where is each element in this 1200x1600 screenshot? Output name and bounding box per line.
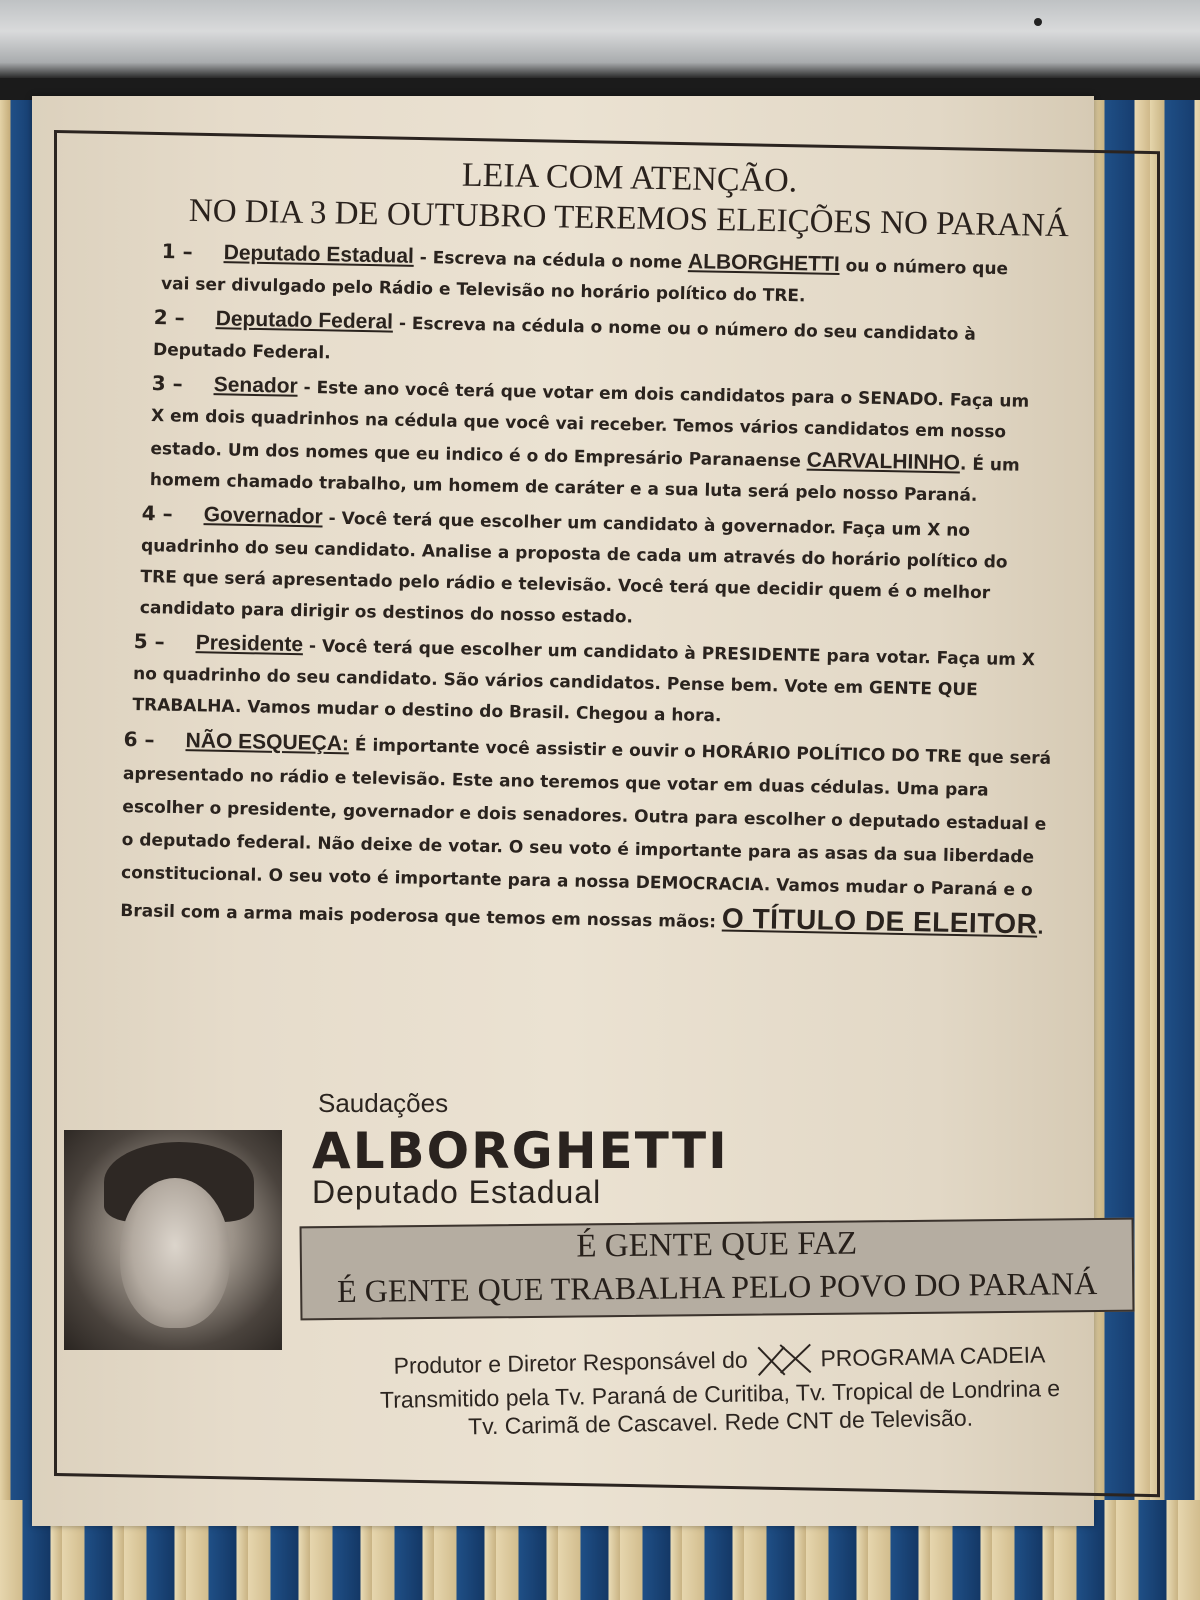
item-text: - Você terá que escolher um candidato à PRESIDENTE para votar. Faça um X no quadrinho do seu candidato. São vários candidatos. Pense bem. Vote em GENTE QUE TRABALHA. Vamos mudar o destino do Brasil. Chegou a hora. [132,636,1036,727]
voter-card-phrase: O TÍTULO DE ELEITOR [721,902,1038,940]
item-text: - Você terá que escolher um candidato à governador. Faça um X no quadrinho do seu candidato. Analise a proposta de cada um através do horário político do TRE que será apresentado pelo rádio e televisão. Você terá que decidir quem é o melhor candidato para dirigir os destinos do nosso estado. [139,508,1008,628]
item-text-end: . É um homem chamado trabalho, um homem de caráter e a sua luta será pelo nosso Paraná. [149,454,1020,506]
credits-program: PROGRAMA CADEIA [820,1341,1046,1372]
item-text: - Escreva na cédula o nome ou o número do seu candidato à Deputado Federal. [152,313,976,364]
item-number: 2 – [153,304,185,330]
list-item [140,498,1042,641]
item-keyword: Deputado Federal [215,307,394,334]
credits-producer: Produtor e Diretor Responsável do [393,1346,748,1379]
slogan-line-1: É GENTE QUE FAZ [576,1225,858,1265]
closing-greeting: Saudações [318,1088,449,1118]
credits-line-3: Tv. Carimã de Cascavel. Rede CNT de Televisão. [467,1404,974,1440]
item-text: - Este ano você terá que votar em dois candidatos para o SENADO. Faça um X em dois quadrinhos na cédula que você vai receber. Temos vários candidatos em nosso estado. Um dos nomes que eu indico é o do Empresário Paranaense [150,377,1030,472]
picture-frame-top [0,0,1200,78]
item-keyword: NÃO ESQUEÇA: [185,729,350,756]
candidate-name: ALBORGHETTI [687,250,840,277]
item-text-end: . [1037,918,1044,939]
item-keyword: Senador [213,373,298,398]
item-number: 4 – [141,500,173,526]
credits-line-2: Transmitido pela Tv. Paraná de Curitiba, Tv. Tropical de Londrina e [379,1375,1061,1413]
item-keyword: Governador [203,503,323,529]
candidate-role: Deputado Estadual [312,1174,602,1210]
slogan-banner [300,1218,1135,1321]
list-item [150,368,1032,513]
item-number: 1 – [161,238,193,264]
item-text: - Escreva na cédula o nome [413,247,689,274]
item-keyword: Presidente [195,631,304,657]
item-text: É importante você assistir e ouvir o HORÁRIO POLÍTICO DO TRE que será apresentado no rádio e televisão. Este ano teremos que votar em duas cédulas. Uma para escolher o presidente, governador e dois senadores. Outra para escolher o deputado estadual e o deputado federal. Não deixe de votar. O seu voto é importante para as asas da sua liberdade constitucional. O seu voto é importante para a nossa DEMOCRACIA. Vamos mudar o Paraná e o Brasil com a arma mais poderosa que temos em nossas mãos: [120,735,1052,933]
heading [139,150,1120,247]
slogan-line-2: É GENTE QUE TRABALHA PELO POVO DO PARANÁ [337,1265,1098,1309]
candidate-photo [64,1130,282,1350]
list-item [132,626,1049,739]
list-item [120,723,1064,946]
photo-face [120,1178,230,1328]
item-number: 5 – [133,628,165,654]
item-keyword: Deputado Estadual [223,241,415,268]
credits [299,1337,1140,1444]
candidate-name: CARVALHINHO [806,448,961,475]
heading-line-2: NO DIA 3 DE OUTUBRO TEREMOS ELEIÇÕES NO PARANÁ [188,192,1070,245]
candidate-name-logo: ALBORGHETTI [312,1122,729,1180]
heading-line-1: LEIA COM ATENÇÃO. [461,156,798,200]
item-number: 6 – [123,726,155,752]
frame-screw [1034,18,1042,26]
instruction-list [118,236,1088,940]
double-x-icon [754,1342,815,1379]
item-number: 3 – [151,370,183,396]
item-text-end: ou o número que vai ser divulgado pelo Rádio e Televisão no horário político do TRE. [160,256,1009,307]
